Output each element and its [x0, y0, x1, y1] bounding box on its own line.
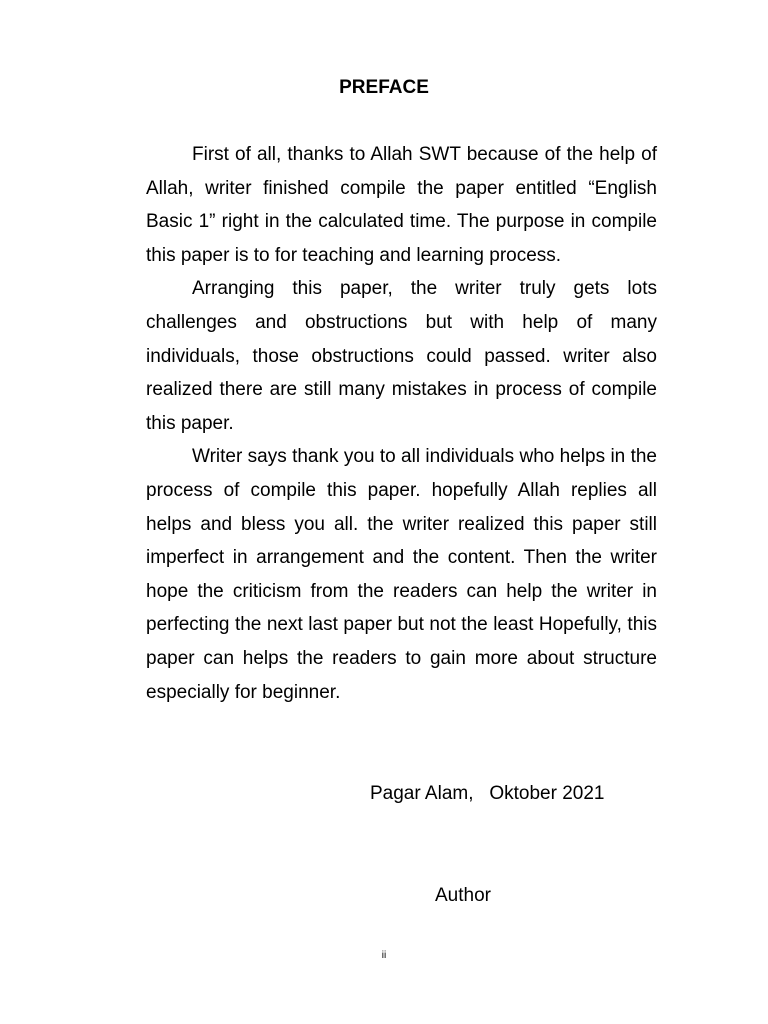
page-title: PREFACE	[339, 77, 429, 98]
author-signature: Author	[435, 885, 491, 906]
paragraph-3: Writer says thank you to all individuals who helps in the process of compile this paper. hopefully Allah replies all helps and bless you all. the writer realized this paper still imperfect in arrangement and the content. Then the writer hope the criticism from the readers can help the writer in perfecting the next last paper but not the least Hopefully, this paper can helps the readers to gain more about structure especially for beginner.	[146, 446, 657, 703]
place-date: Pagar Alam, Oktober 2021	[370, 783, 605, 804]
preface-body	[146, 138, 657, 709]
paragraph-1: First of all, thanks to Allah SWT because of the help of Allah, writer finished compile the paper entitled “English Basic 1” right in the calculated time. The purpose in compile this paper is to for teaching and learning process.	[146, 144, 657, 266]
paragraph-2: Arranging this paper, the writer truly gets lots challenges and obstructions but with help of many individuals, those obstructions could passed. writer also realized there are still many mistakes in process of compile this paper.	[146, 278, 657, 434]
page-number: ii	[381, 950, 387, 961]
